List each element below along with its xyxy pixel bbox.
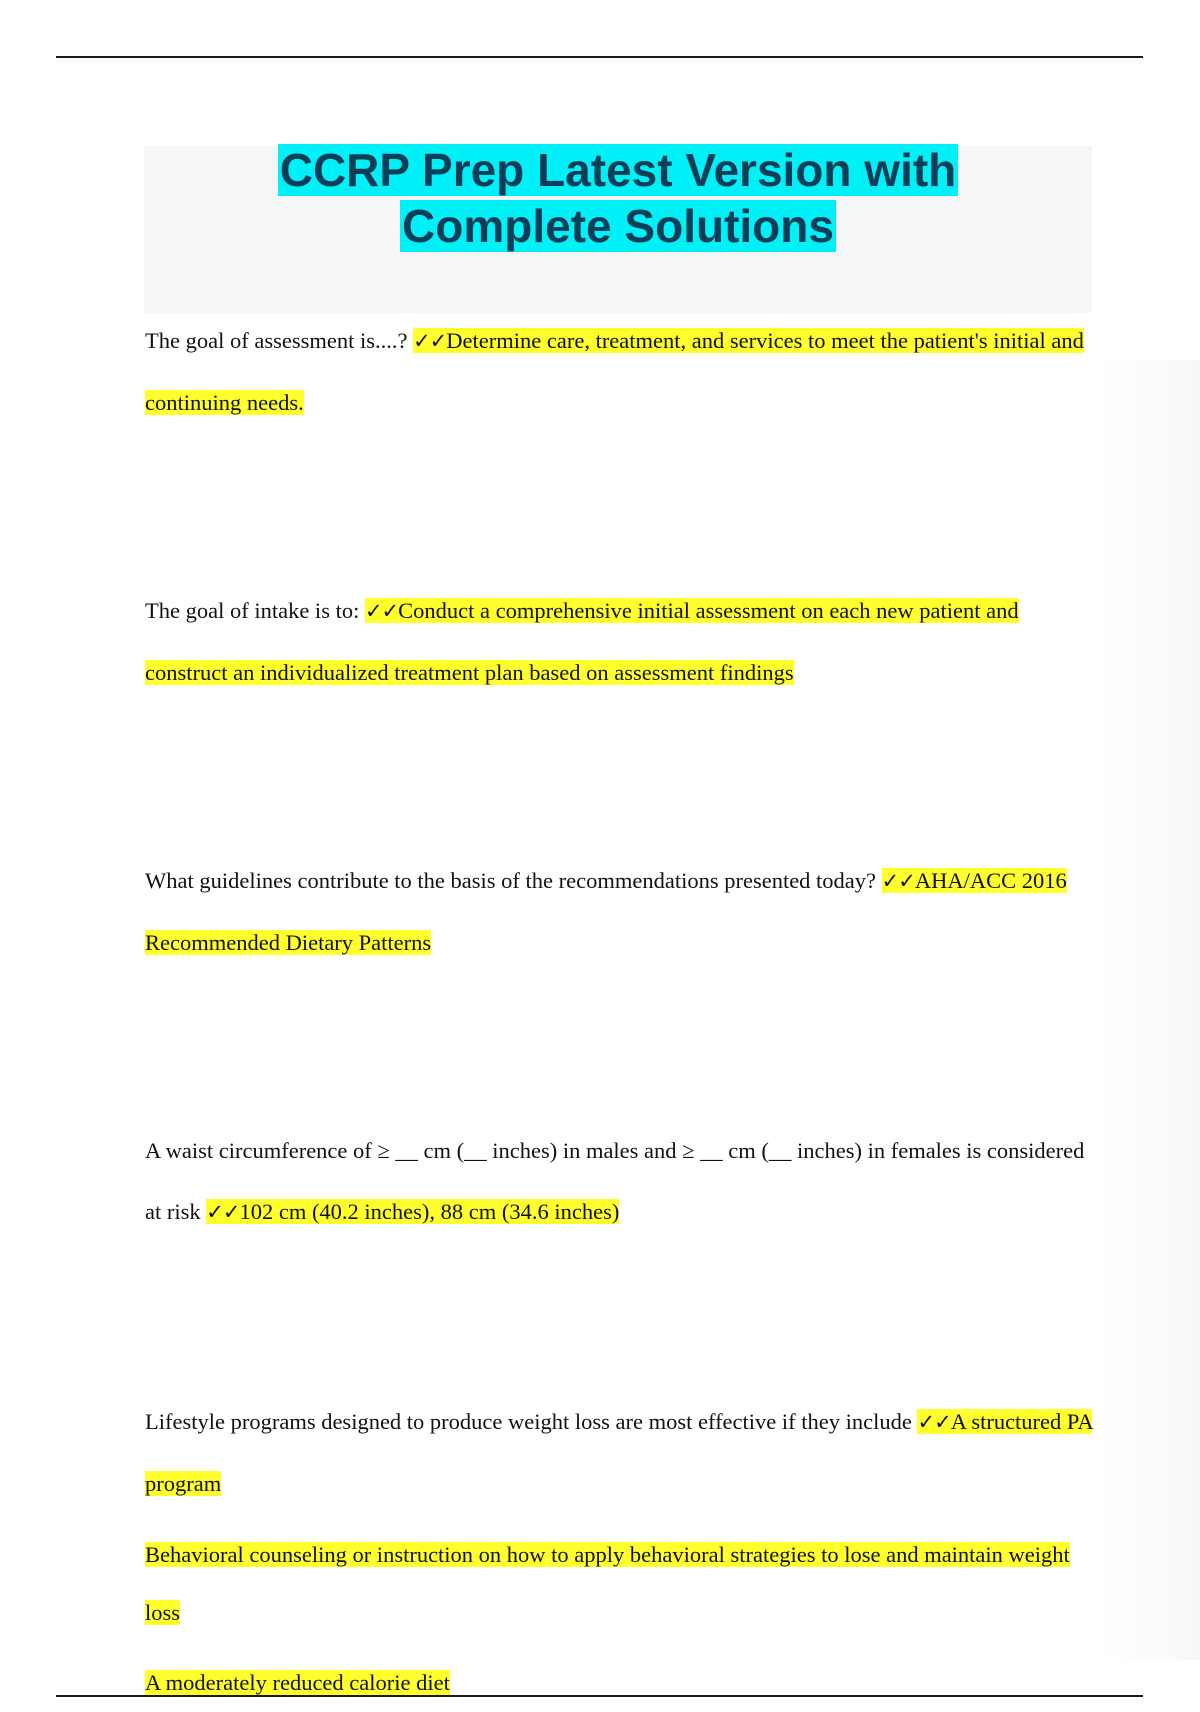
answer-text: Determine care, treatment, and services to meet the patient's initial and continuing needs. [145, 328, 1084, 415]
answer-text: AHA/ACC 2016 Recommended Dietary Patterns [145, 868, 1067, 955]
answer-text: A structured PA program [145, 1409, 1093, 1496]
answer-highlight: A moderately reduced calorie diet [145, 1670, 450, 1695]
document-title [144, 142, 1092, 254]
answer-text: Conduct a comprehensive initial assessment on each new patient and construct an individualized treatment plan based on assessment findings [145, 598, 1019, 685]
double-check-icon: ✓✓ [881, 869, 915, 893]
answer-highlight [206, 1199, 619, 1224]
question-text: The goal of assessment is....? [145, 328, 414, 353]
question-text: The goal of intake is to: [145, 598, 365, 623]
question-text: What guidelines contribute to the basis of the recommendations presented today? [145, 868, 882, 893]
question-text: Lifestyle programs designed to produce weight loss are most effective if they include [145, 1409, 918, 1434]
answer-text: 102 cm (40.2 inches), 88 cm (34.6 inches) [239, 1199, 620, 1224]
title-line-2: Complete Solutions [402, 200, 834, 252]
bottom-rule [56, 1695, 1143, 1697]
document-body [145, 310, 1095, 1712]
extra-answer-diet [145, 1654, 1095, 1712]
qa-item-assessment [145, 310, 1095, 433]
extra-answer-behavioral [145, 1526, 1095, 1642]
question-text: A waist circumference of ≥ __ cm (__ inches) in males and ≥ __ cm (__ inches) in females is considered at risk [145, 1138, 1085, 1224]
answer-highlight: Behavioral counseling or instruction on how to apply behavioral strategies to lose and maintain weight loss [145, 1542, 1070, 1625]
double-check-icon: ✓✓ [917, 1410, 951, 1434]
double-check-icon: ✓✓ [206, 1200, 240, 1224]
qa-item-guidelines [145, 850, 1095, 973]
top-rule [56, 56, 1143, 58]
title-line-1: CCRP Prep Latest Version with [279, 144, 957, 196]
qa-item-lifestyle-programs [145, 1391, 1095, 1514]
double-check-icon: ✓✓ [413, 329, 447, 353]
page-edge-shade [1100, 360, 1200, 1660]
qa-item-waist-circumference [145, 1120, 1095, 1243]
double-check-icon: ✓✓ [364, 599, 399, 623]
qa-item-intake [145, 580, 1095, 703]
